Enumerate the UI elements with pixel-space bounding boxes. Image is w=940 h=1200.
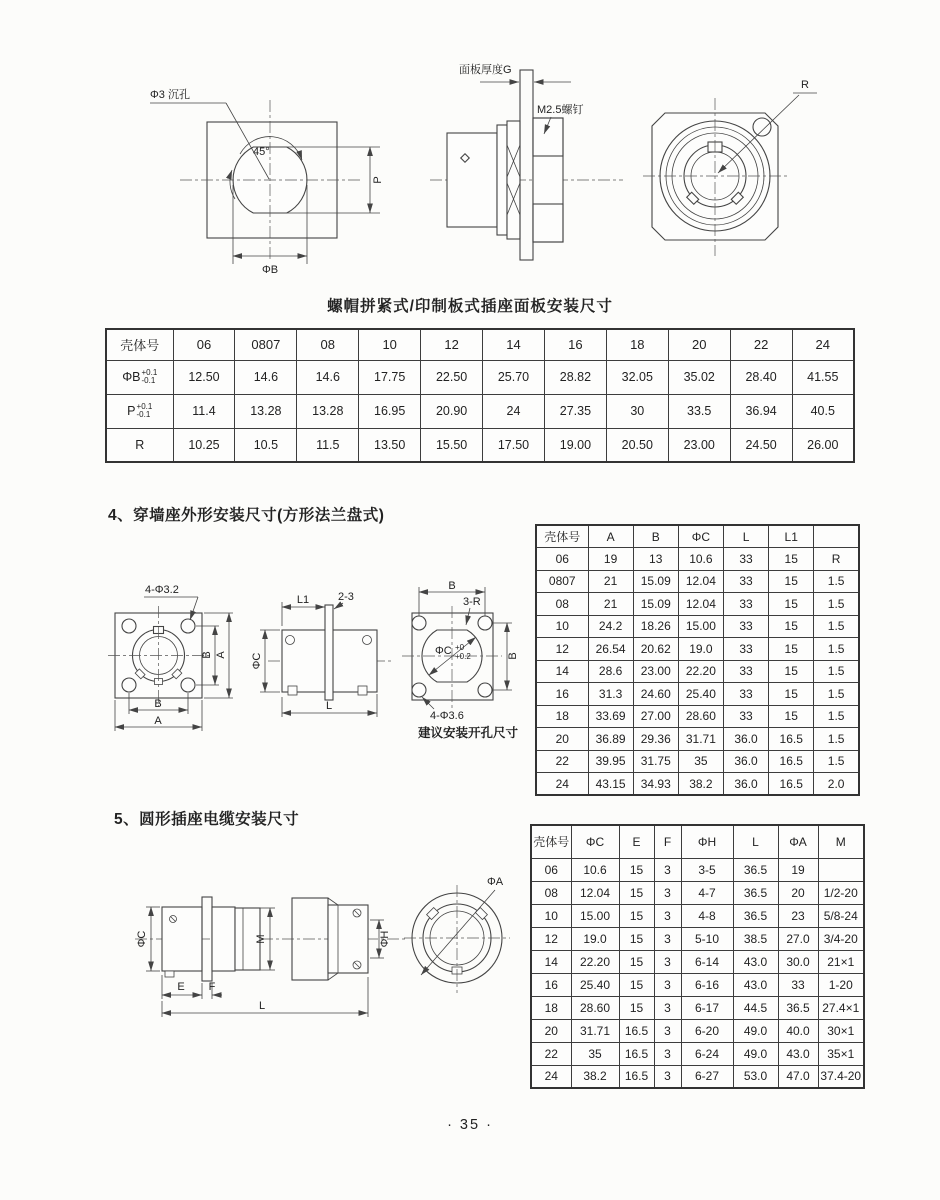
column-header-cell: L1 bbox=[769, 525, 814, 548]
value-cell: 31.75 bbox=[633, 750, 678, 773]
dim-label-b: B bbox=[154, 698, 162, 710]
shell-size-cell: 12 bbox=[536, 638, 588, 661]
value-cell: 15 bbox=[619, 950, 654, 973]
column-header-cell: 0807 bbox=[235, 329, 297, 360]
value-cell: 15 bbox=[769, 638, 814, 661]
table-row bbox=[531, 881, 864, 904]
dim-label-l: L bbox=[325, 700, 333, 712]
tolerance-top: +0 bbox=[455, 643, 465, 652]
dim-label-p: P bbox=[372, 176, 384, 184]
value-cell: 22.50 bbox=[421, 360, 483, 394]
shell-size-cell: 22 bbox=[536, 750, 588, 773]
section4-heading: 4、穿墙座外形安装尺寸(方形法兰盘式) bbox=[108, 507, 385, 524]
column-header-cell: A bbox=[588, 525, 633, 548]
value-cell: 24.50 bbox=[730, 428, 792, 462]
value-cell: 20.50 bbox=[606, 428, 668, 462]
value-cell: 22.20 bbox=[678, 660, 723, 683]
flange-thickness-label: 2-3 bbox=[338, 591, 354, 603]
table-row bbox=[531, 1042, 864, 1065]
value-cell: 19.0 bbox=[571, 927, 619, 950]
column-header-cell: M bbox=[818, 825, 864, 858]
value-cell: 33 bbox=[723, 660, 768, 683]
shell-size-cell: 06 bbox=[536, 548, 588, 571]
value-cell: 27.00 bbox=[633, 705, 678, 728]
value-cell: 31.3 bbox=[588, 683, 633, 706]
column-header-cell: 18 bbox=[606, 329, 668, 360]
value-cell: 21 bbox=[588, 593, 633, 616]
column-header-cell: B bbox=[633, 525, 678, 548]
value-cell: 6-14 bbox=[681, 950, 733, 973]
value-cell: 27.4×1 bbox=[818, 996, 864, 1019]
value-cell: 1.5 bbox=[814, 593, 859, 616]
value-cell: 3 bbox=[654, 904, 681, 927]
section5-drawings bbox=[110, 855, 530, 1050]
value-cell: 2.0 bbox=[814, 773, 859, 796]
value-cell: 36.0 bbox=[723, 750, 768, 773]
column-header-cell bbox=[814, 525, 859, 548]
value-cell: 30 bbox=[606, 394, 668, 428]
value-cell: 1.5 bbox=[814, 660, 859, 683]
section5-heading: 5、圆形插座电缆安装尺寸 bbox=[114, 811, 300, 828]
column-header-cell: 06 bbox=[173, 329, 235, 360]
value-cell: 33 bbox=[723, 548, 768, 571]
section4-drawings bbox=[100, 580, 530, 760]
shell-size-cell: 0807 bbox=[536, 570, 588, 593]
value-cell: 25.40 bbox=[571, 973, 619, 996]
holes-label: 4-Φ3.6 bbox=[430, 710, 464, 722]
value-cell: 33 bbox=[723, 683, 768, 706]
value-cell: 36.0 bbox=[723, 728, 768, 751]
value-cell: 25.70 bbox=[483, 360, 545, 394]
value-cell: 1/2-20 bbox=[818, 881, 864, 904]
value-cell: 31.71 bbox=[571, 1019, 619, 1042]
value-cell: 12.04 bbox=[678, 570, 723, 593]
value-cell: 15.09 bbox=[633, 570, 678, 593]
value-cell: 15 bbox=[619, 996, 654, 1019]
shell-size-cell: 12 bbox=[531, 927, 571, 950]
value-cell: 14.6 bbox=[235, 360, 297, 394]
value-cell: 13.28 bbox=[297, 394, 359, 428]
value-cell: 1.5 bbox=[814, 683, 859, 706]
value-cell: 33 bbox=[778, 973, 818, 996]
table-row bbox=[536, 773, 859, 796]
value-cell: 1.5 bbox=[814, 750, 859, 773]
value-cell: 4-8 bbox=[681, 904, 733, 927]
page-number: · 35 · bbox=[447, 1117, 493, 1133]
value-cell: 39.95 bbox=[588, 750, 633, 773]
cutout-caption: 建议安装开孔尺寸 bbox=[417, 726, 519, 740]
shell-size-cell: 08 bbox=[536, 593, 588, 616]
value-cell: 3 bbox=[654, 973, 681, 996]
value-cell: 15 bbox=[769, 683, 814, 706]
shell-size-cell: 24 bbox=[531, 1065, 571, 1088]
shell-size-cell: 14 bbox=[536, 660, 588, 683]
value-cell: 3 bbox=[654, 927, 681, 950]
table-row bbox=[531, 858, 864, 881]
value-cell: 24 bbox=[483, 394, 545, 428]
row-header-cell: ΦB +0.1 -0.1 bbox=[106, 360, 173, 394]
value-cell: R bbox=[814, 548, 859, 571]
value-cell: 19 bbox=[778, 858, 818, 881]
value-cell: 21 bbox=[588, 570, 633, 593]
value-cell: 28.60 bbox=[678, 705, 723, 728]
shell-size-cell: 24 bbox=[536, 773, 588, 796]
value-cell: 43.0 bbox=[733, 973, 778, 996]
value-cell: 23 bbox=[778, 904, 818, 927]
column-header-cell: 22 bbox=[730, 329, 792, 360]
value-cell: 24.60 bbox=[633, 683, 678, 706]
value-cell: 16.5 bbox=[619, 1065, 654, 1088]
value-cell: 11.4 bbox=[173, 394, 235, 428]
value-cell: 16.5 bbox=[769, 773, 814, 796]
shell-size-cell: 06 bbox=[531, 858, 571, 881]
value-cell: 3 bbox=[654, 1042, 681, 1065]
value-cell: 5-10 bbox=[681, 927, 733, 950]
value-cell: 33 bbox=[723, 615, 768, 638]
shell-size-cell: 18 bbox=[531, 996, 571, 1019]
dim-label-f: F bbox=[208, 981, 216, 993]
table-row bbox=[536, 705, 859, 728]
value-cell: 29.36 bbox=[633, 728, 678, 751]
table-row bbox=[531, 1065, 864, 1088]
value-cell: 17.50 bbox=[483, 428, 545, 462]
value-cell: 15 bbox=[769, 660, 814, 683]
value-cell: 35×1 bbox=[818, 1042, 864, 1065]
value-cell: 3 bbox=[654, 1019, 681, 1042]
value-cell: 49.0 bbox=[733, 1019, 778, 1042]
value-cell: 19.00 bbox=[544, 428, 606, 462]
panel-front-drawing bbox=[633, 68, 863, 273]
value-cell: 37.4-20 bbox=[818, 1065, 864, 1088]
value-cell: 41.55 bbox=[792, 360, 854, 394]
value-cell: 13.28 bbox=[235, 394, 297, 428]
shell-size-cell: 08 bbox=[531, 881, 571, 904]
value-cell: 1.5 bbox=[814, 728, 859, 751]
value-cell: 6-16 bbox=[681, 973, 733, 996]
dim-label-b: B bbox=[507, 652, 519, 660]
value-cell: 33 bbox=[723, 570, 768, 593]
value-cell: 28.6 bbox=[588, 660, 633, 683]
dim-label-phi-b: ΦB bbox=[261, 264, 279, 276]
value-cell: 27.0 bbox=[778, 927, 818, 950]
holes-label: 4-Φ3.2 bbox=[145, 584, 179, 596]
value-cell: 3 bbox=[654, 996, 681, 1019]
table-row bbox=[536, 548, 859, 571]
value-cell: 23.00 bbox=[633, 660, 678, 683]
dim-label-r: R bbox=[801, 79, 809, 91]
value-cell: 33.5 bbox=[668, 394, 730, 428]
value-cell: 3 bbox=[654, 858, 681, 881]
dim-label-a: A bbox=[215, 651, 227, 659]
value-cell: 15.09 bbox=[633, 593, 678, 616]
value-cell: 6-27 bbox=[681, 1065, 733, 1088]
value-cell: 18.26 bbox=[633, 615, 678, 638]
dim-label-a: A bbox=[154, 715, 162, 727]
table-row bbox=[536, 750, 859, 773]
shell-size-cell: 14 bbox=[531, 950, 571, 973]
value-cell: 38.2 bbox=[678, 773, 723, 796]
table-row bbox=[531, 996, 864, 1019]
value-cell: 25.40 bbox=[678, 683, 723, 706]
value-cell: 16.5 bbox=[769, 750, 814, 773]
column-header-cell: E bbox=[619, 825, 654, 858]
table-row bbox=[536, 683, 859, 706]
value-cell: 35.02 bbox=[668, 360, 730, 394]
value-cell: 40.5 bbox=[792, 394, 854, 428]
value-cell: 1.5 bbox=[814, 705, 859, 728]
value-cell: 15 bbox=[619, 973, 654, 996]
dim-label-phi-c: ΦC bbox=[136, 930, 148, 948]
column-header-cell: L bbox=[733, 825, 778, 858]
value-cell: 16.5 bbox=[619, 1042, 654, 1065]
dim-label-m: M bbox=[255, 934, 267, 944]
value-cell: 11.5 bbox=[297, 428, 359, 462]
panel-side-drawing bbox=[425, 55, 630, 280]
column-header-cell: ΦC bbox=[571, 825, 619, 858]
column-header-cell: 12 bbox=[421, 329, 483, 360]
value-cell: 40.0 bbox=[778, 1019, 818, 1042]
column-header-cell: 24 bbox=[792, 329, 854, 360]
value-cell: 34.93 bbox=[633, 773, 678, 796]
value-cell: 15.50 bbox=[421, 428, 483, 462]
value-cell: 3-5 bbox=[681, 858, 733, 881]
value-cell: 36.5 bbox=[733, 881, 778, 904]
value-cell: 28.40 bbox=[730, 360, 792, 394]
column-header-cell: L bbox=[723, 525, 768, 548]
table-row bbox=[531, 1019, 864, 1042]
dim-label-b: B bbox=[201, 651, 213, 659]
shell-size-cell: 10 bbox=[531, 904, 571, 927]
table-row bbox=[106, 428, 854, 462]
value-cell: 1.5 bbox=[814, 638, 859, 661]
value-cell: 12.04 bbox=[678, 593, 723, 616]
value-cell: 36.5 bbox=[778, 996, 818, 1019]
value-cell: 35 bbox=[571, 1042, 619, 1065]
value-cell: 1.5 bbox=[814, 615, 859, 638]
table-row bbox=[531, 904, 864, 927]
row-header-cell: R bbox=[106, 428, 173, 462]
column-header-cell: 14 bbox=[483, 329, 545, 360]
value-cell: 13.50 bbox=[359, 428, 421, 462]
value-cell: 21×1 bbox=[818, 950, 864, 973]
value-cell: 15 bbox=[769, 593, 814, 616]
value-cell: 26.54 bbox=[588, 638, 633, 661]
value-cell: 19 bbox=[588, 548, 633, 571]
value-cell: 38.5 bbox=[733, 927, 778, 950]
value-cell: 44.5 bbox=[733, 996, 778, 1019]
value-cell: 43.15 bbox=[588, 773, 633, 796]
value-cell: 23.00 bbox=[668, 428, 730, 462]
value-cell: 3 bbox=[654, 950, 681, 973]
column-header-cell: 壳体号 bbox=[536, 525, 588, 548]
column-header-cell: F bbox=[654, 825, 681, 858]
value-cell: 4-7 bbox=[681, 881, 733, 904]
value-cell: 20 bbox=[778, 881, 818, 904]
shell-size-cell: 22 bbox=[531, 1042, 571, 1065]
table-row bbox=[531, 950, 864, 973]
value-cell: 20.62 bbox=[633, 638, 678, 661]
value-cell: 15 bbox=[619, 881, 654, 904]
value-cell: 36.5 bbox=[733, 858, 778, 881]
value-cell: 10.6 bbox=[678, 548, 723, 571]
cable-connector-side-drawing bbox=[135, 897, 408, 1017]
value-cell: 43.0 bbox=[778, 1042, 818, 1065]
column-header-cell: ΦC bbox=[678, 525, 723, 548]
value-cell: 19.0 bbox=[678, 638, 723, 661]
table-row bbox=[536, 593, 859, 616]
value-cell: 15 bbox=[619, 927, 654, 950]
value-cell: 16.5 bbox=[619, 1019, 654, 1042]
value-cell: 33 bbox=[723, 705, 768, 728]
column-header-cell: 16 bbox=[544, 329, 606, 360]
shell-size-cell: 16 bbox=[531, 973, 571, 996]
value-cell: 1.5 bbox=[814, 570, 859, 593]
value-cell: 33.69 bbox=[588, 705, 633, 728]
dim-label-l1: L1 bbox=[296, 594, 310, 606]
value-cell: 15.00 bbox=[571, 904, 619, 927]
value-cell: 13 bbox=[633, 548, 678, 571]
value-cell: 32.05 bbox=[606, 360, 668, 394]
value-cell: 16.95 bbox=[359, 394, 421, 428]
value-cell: 6-17 bbox=[681, 996, 733, 1019]
value-cell: 1-20 bbox=[818, 973, 864, 996]
cutout-recommend-drawing bbox=[402, 580, 519, 740]
value-cell: 15 bbox=[769, 705, 814, 728]
value-cell: 49.0 bbox=[733, 1042, 778, 1065]
value-cell: 28.82 bbox=[544, 360, 606, 394]
table-row bbox=[536, 638, 859, 661]
value-cell: 15.00 bbox=[678, 615, 723, 638]
dim-label-phi-a: ΦA bbox=[487, 876, 504, 888]
value-cell: 3 bbox=[654, 1065, 681, 1088]
table-row bbox=[536, 615, 859, 638]
cut-phi-c-label: ΦC bbox=[435, 645, 452, 657]
value-cell: 15 bbox=[619, 858, 654, 881]
value-cell bbox=[818, 858, 864, 881]
column-header-cell: 壳体号 bbox=[106, 329, 173, 360]
table-header-row bbox=[536, 525, 859, 548]
shell-size-cell: 18 bbox=[536, 705, 588, 728]
value-cell: 30.0 bbox=[778, 950, 818, 973]
value-cell: 14.6 bbox=[297, 360, 359, 394]
value-cell: 28.60 bbox=[571, 996, 619, 1019]
value-cell: 43.0 bbox=[733, 950, 778, 973]
value-cell: 38.2 bbox=[571, 1065, 619, 1088]
value-cell: 17.75 bbox=[359, 360, 421, 394]
value-cell: 36.94 bbox=[730, 394, 792, 428]
value-cell: 6-24 bbox=[681, 1042, 733, 1065]
column-header-cell: ΦH bbox=[681, 825, 733, 858]
corner-radius-label: 3-R bbox=[463, 596, 481, 608]
panel-mount-title: 螺帽拼紧式/印制板式插座面板安装尺寸 bbox=[327, 298, 613, 315]
value-cell: 33 bbox=[723, 593, 768, 616]
table-row bbox=[531, 927, 864, 950]
value-cell: 10.5 bbox=[235, 428, 297, 462]
column-header-cell: 08 bbox=[297, 329, 359, 360]
value-cell: 15 bbox=[619, 904, 654, 927]
table-row bbox=[536, 660, 859, 683]
value-cell: 10.6 bbox=[571, 858, 619, 881]
value-cell: 5/8-24 bbox=[818, 904, 864, 927]
screw-label: M2.5螺钉 bbox=[537, 104, 584, 116]
shell-size-cell: 20 bbox=[536, 728, 588, 751]
value-cell: 12.04 bbox=[571, 881, 619, 904]
row-header-cell: P +0.1 -0.1 bbox=[106, 394, 173, 428]
cable-mount-table bbox=[530, 824, 865, 1089]
shell-size-cell: 20 bbox=[531, 1019, 571, 1042]
value-cell: 24.2 bbox=[588, 615, 633, 638]
column-header-cell: ΦA bbox=[778, 825, 818, 858]
table-row bbox=[536, 728, 859, 751]
value-cell: 36.89 bbox=[588, 728, 633, 751]
panel-mount-table bbox=[105, 328, 855, 463]
value-cell: 31.71 bbox=[678, 728, 723, 751]
value-cell: 35 bbox=[678, 750, 723, 773]
table-header-row bbox=[531, 825, 864, 858]
counterbore-label: Φ3 沉孔 bbox=[150, 89, 190, 101]
table-row bbox=[106, 360, 854, 394]
value-cell: 36.0 bbox=[723, 773, 768, 796]
column-header-cell: 20 bbox=[668, 329, 730, 360]
table-row bbox=[536, 570, 859, 593]
plug-front-drawing bbox=[404, 876, 510, 993]
dim-label-phi-c: ΦC bbox=[251, 652, 263, 670]
dim-label-b: B bbox=[448, 580, 456, 592]
panel-cutout-drawing bbox=[140, 58, 400, 283]
angle-label: 45° bbox=[253, 146, 270, 158]
value-cell: 6-20 bbox=[681, 1019, 733, 1042]
value-cell: 15 bbox=[769, 615, 814, 638]
value-cell: 26.00 bbox=[792, 428, 854, 462]
flange-front-drawing bbox=[108, 584, 233, 731]
value-cell: 10.25 bbox=[173, 428, 235, 462]
value-cell: 3 bbox=[654, 881, 681, 904]
table-row bbox=[106, 394, 854, 428]
value-cell: 15 bbox=[769, 548, 814, 571]
value-cell: 20.90 bbox=[421, 394, 483, 428]
value-cell: 27.35 bbox=[544, 394, 606, 428]
value-cell: 16.5 bbox=[769, 728, 814, 751]
dim-label-phi-h: ΦH bbox=[379, 930, 391, 948]
value-cell: 30×1 bbox=[818, 1019, 864, 1042]
value-cell: 36.5 bbox=[733, 904, 778, 927]
value-cell: 33 bbox=[723, 638, 768, 661]
shell-size-cell: 10 bbox=[536, 615, 588, 638]
tolerance-stack: +0.1 -0.1 bbox=[141, 367, 158, 385]
value-cell: 53.0 bbox=[733, 1065, 778, 1088]
dim-label-l: L bbox=[258, 1000, 266, 1012]
value-cell: 3/4-20 bbox=[818, 927, 864, 950]
value-cell: 47.0 bbox=[778, 1065, 818, 1088]
table-row bbox=[531, 973, 864, 996]
value-cell: 15 bbox=[769, 570, 814, 593]
shell-size-cell: 16 bbox=[536, 683, 588, 706]
flange-side-drawing bbox=[251, 591, 392, 717]
column-header-cell: 10 bbox=[359, 329, 421, 360]
tolerance-stack: +0.1 -0.1 bbox=[136, 401, 153, 419]
value-cell: 12.50 bbox=[173, 360, 235, 394]
panel-thickness-label: 面板厚度G bbox=[459, 64, 512, 76]
column-header-cell: 壳体号 bbox=[531, 825, 571, 858]
table-header-row bbox=[106, 329, 854, 360]
flange-mount-table bbox=[535, 524, 860, 796]
value-cell: 22.20 bbox=[571, 950, 619, 973]
dim-label-e: E bbox=[177, 981, 185, 993]
tolerance-bottom: +0.2 bbox=[455, 652, 471, 661]
